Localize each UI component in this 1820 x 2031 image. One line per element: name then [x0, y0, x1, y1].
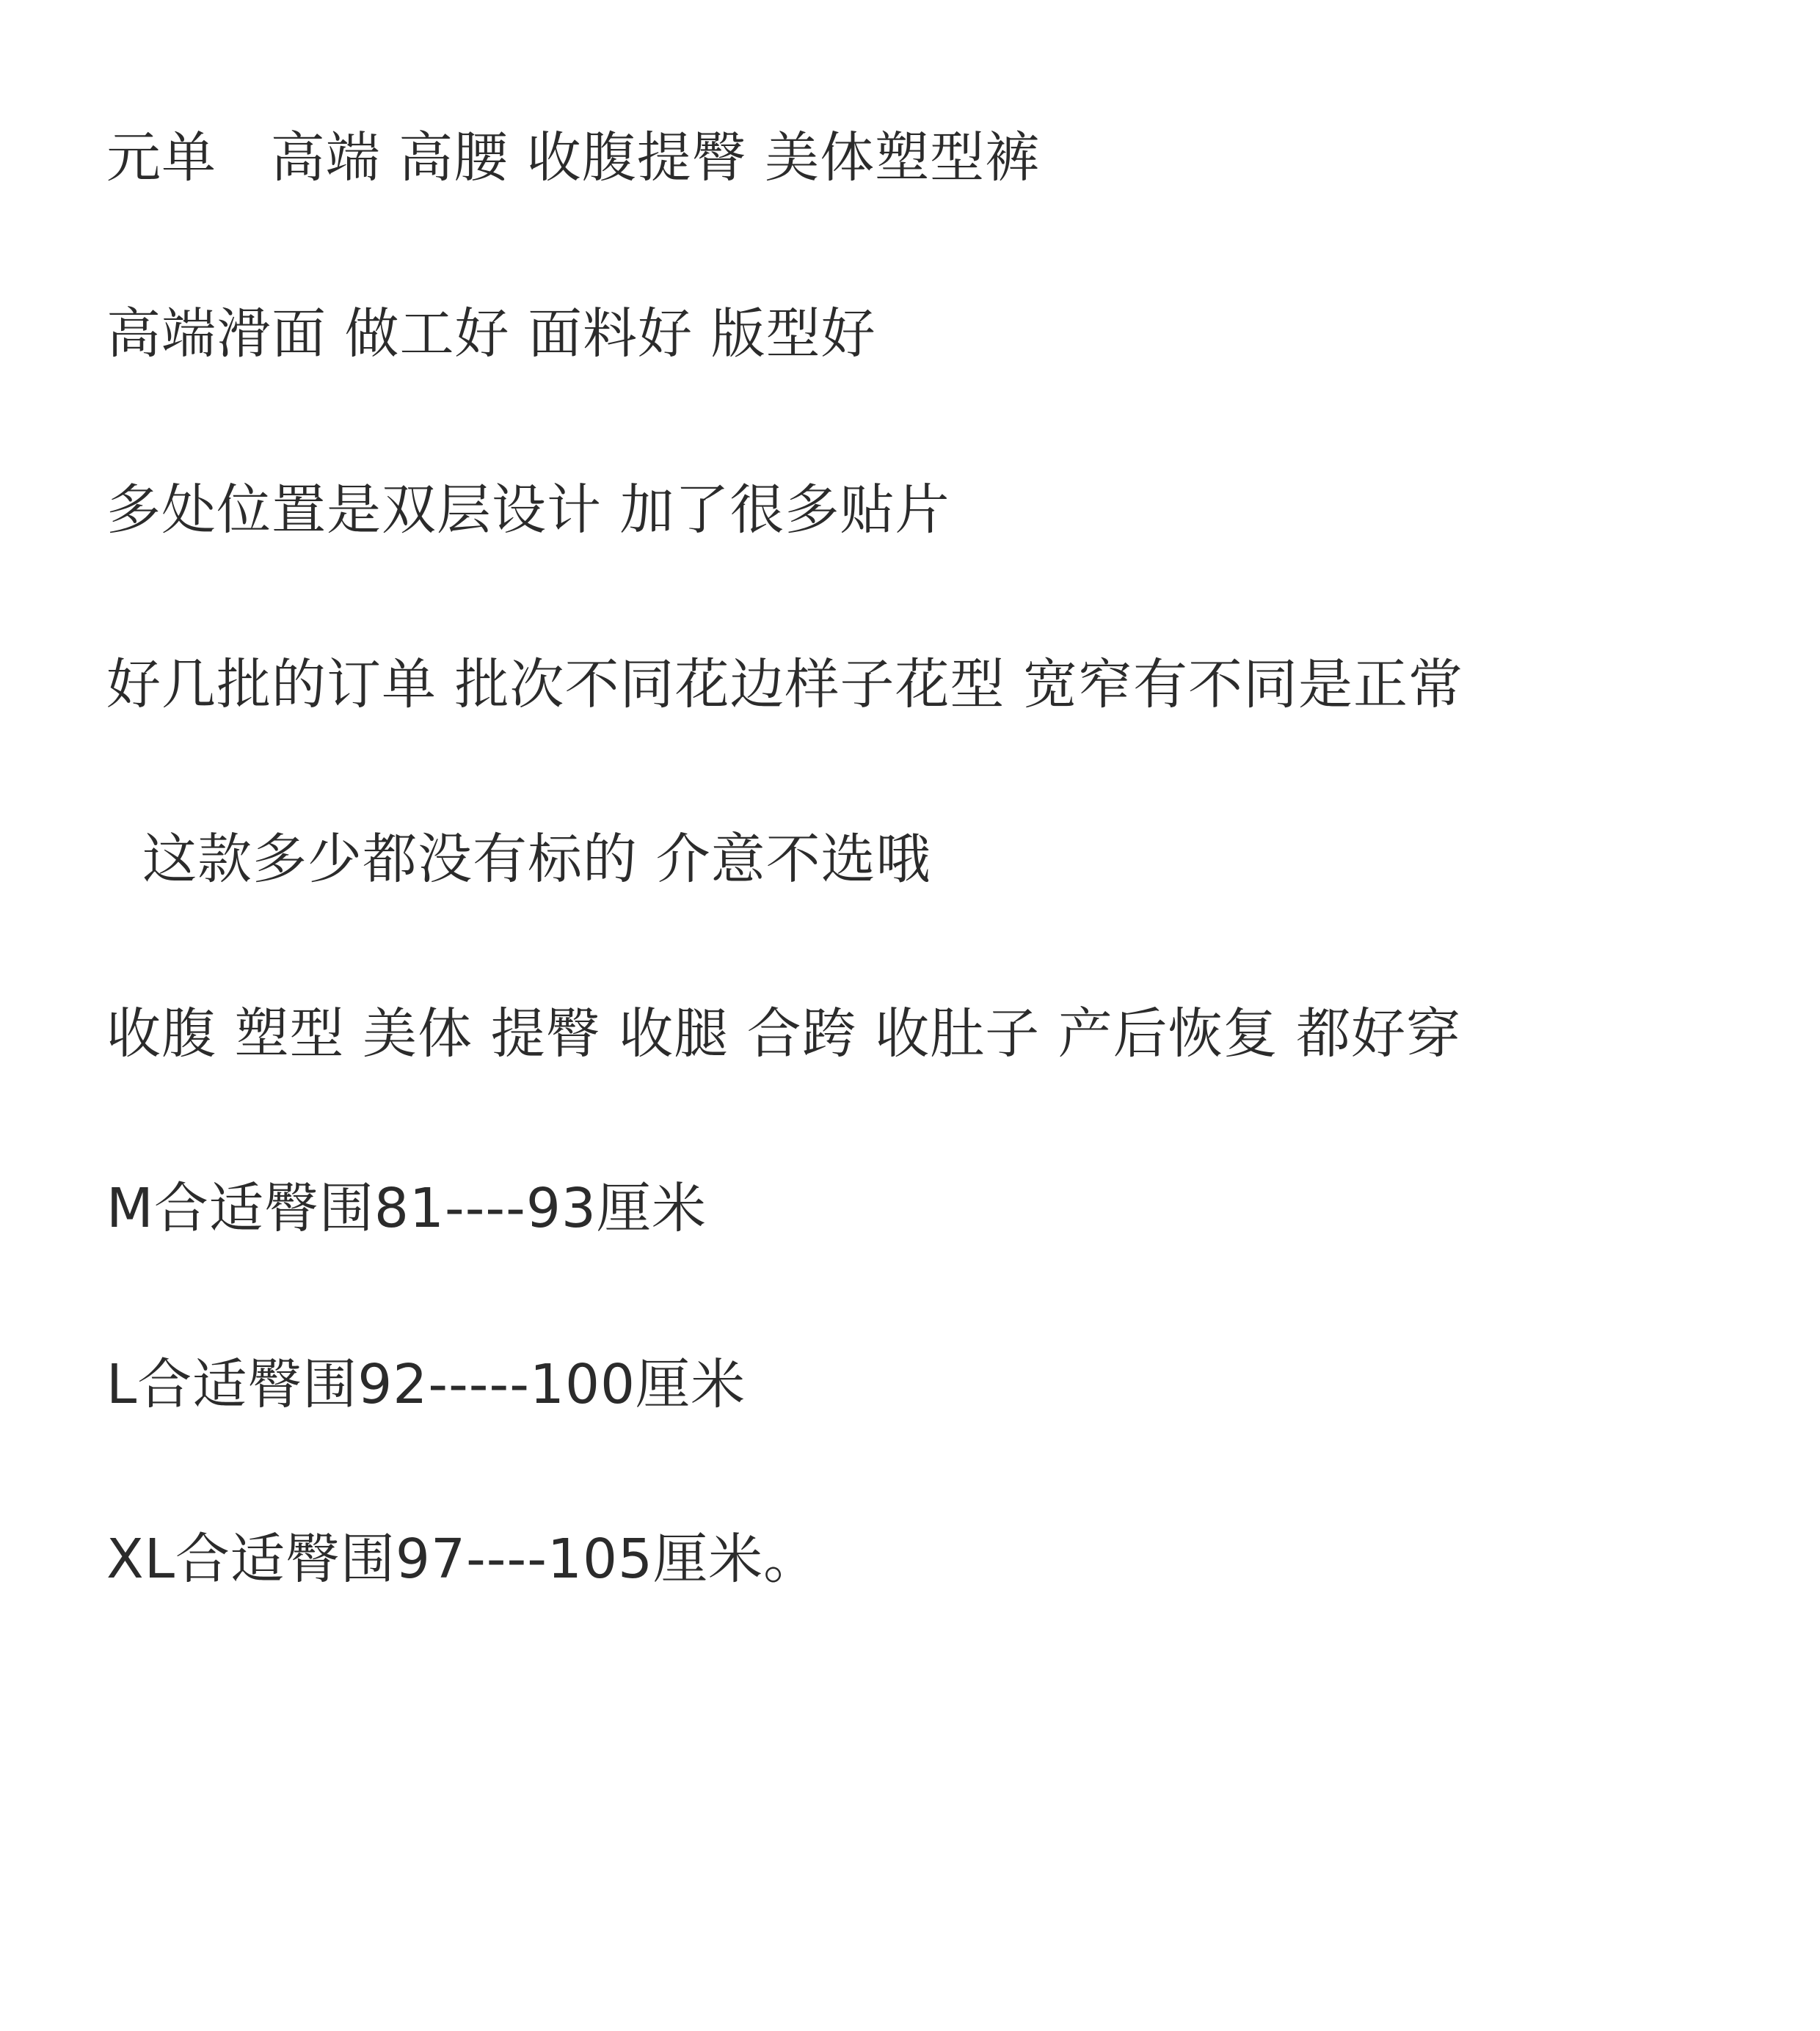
text-line-label-note: 这款多少都没有标的 介意不选哦 [106, 828, 931, 891]
text-line-design: 多处位置是双层设计 加了很多贴片 [106, 478, 950, 542]
text-line-size-m: M合适臀围81----93厘米 [106, 1177, 707, 1240]
text-line-product-title: 元单 高端 高腰 收腹提臀 美体塑型裤 [106, 126, 1041, 189]
text-line-quality: 高端滑面 做工好 面料好 版型好 [106, 302, 876, 365]
text-line-features: 收腹 塑型 美体 提臀 收腿 合跨 收肚子 产后恢复 都好穿 [106, 1002, 1462, 1065]
text-line-batch-note: 好几批的订单 批次不同花边样子花型 宽窄有不同是正常 [106, 653, 1464, 716]
text-line-size-l: L合适臀围92-----100厘米 [106, 1353, 746, 1416]
text-line-size-xl: XL合适臀围97----105厘米。 [106, 1528, 819, 1591]
